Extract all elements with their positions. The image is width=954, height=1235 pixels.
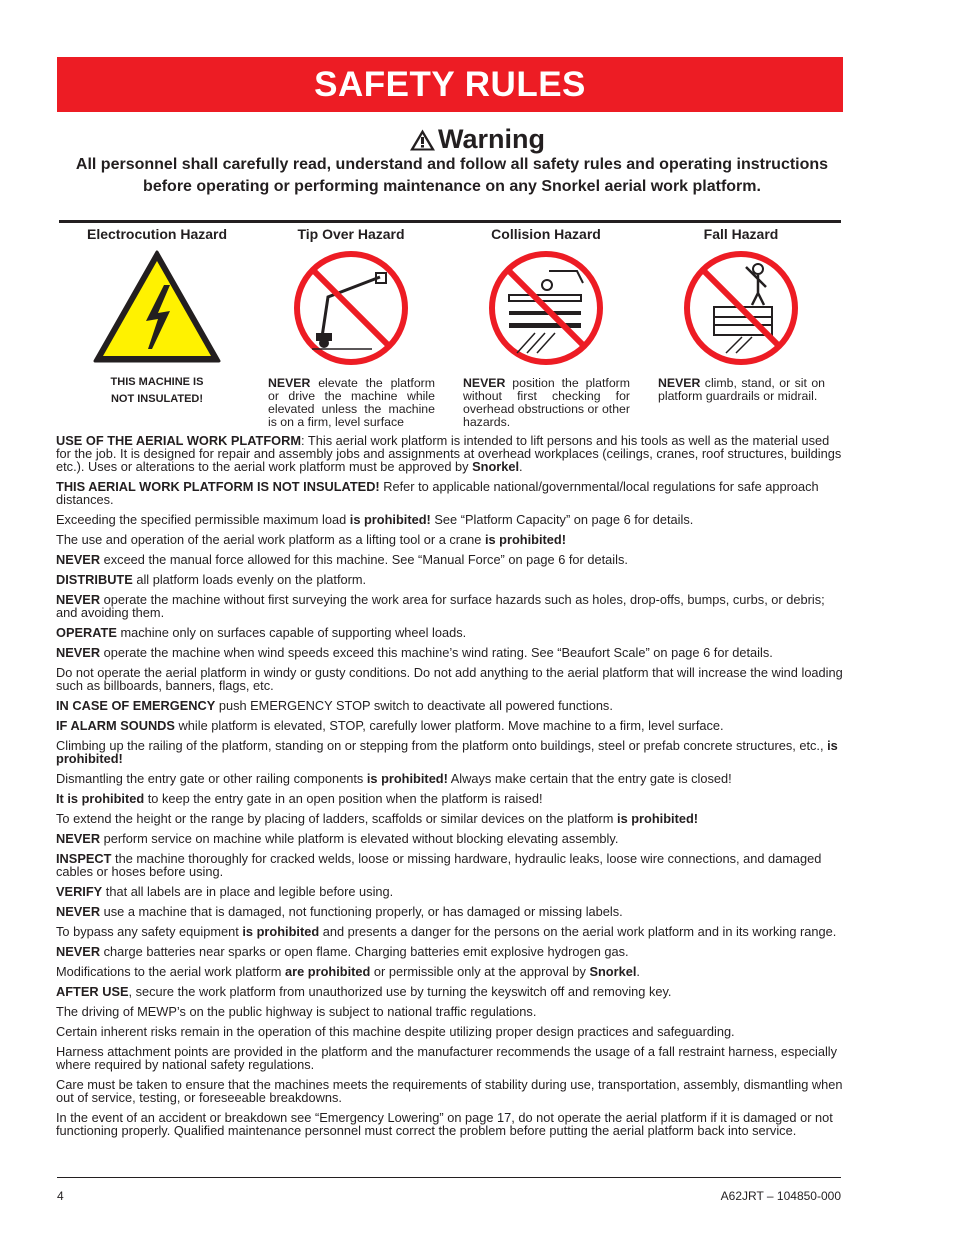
warning-triangle-icon [409,128,436,152]
rule-emphasis: Snorkel [472,459,520,474]
rule-emphasis: NEVER [56,552,101,567]
rule-text: Care must be taken to ensure that the machines meets the requirements of stability during use, transportation, assembly, dismantling when out of service, testing, or foreseeable breakdowns. [56,1077,843,1105]
safety-rules-list [56,434,846,1144]
rule-emphasis: AFTER USE [56,984,129,999]
safety-rule [56,434,846,473]
safety-rule [56,480,846,506]
rule-text: To extend the height or the range by placing of ladders, scaffolds or similar devices on the platform [56,811,618,826]
warning-intro: All personnel shall carefully read, understand and follow all safety rules and operating instructions before operating or performing maintenance on any Snorkel aerial work platform. [75,156,829,195]
rule-text: Do not operate the aerial platform in windy or gusty conditions. Do not add anything to the aerial platform that will increase the wind loading such as billboards, banners, flags, etc. [56,665,843,693]
rule-text: The use and operation of the aerial work platform as a lifting tool or a crane [56,532,485,547]
rule-text: to keep the entry gate in an open position when the platform is raised! [144,791,543,806]
hazard-title: Fall Hazard [703,226,779,242]
electrocution-icon [92,249,222,365]
hazard-title: Tip Over Hazard [297,226,405,242]
hazard-text: climb, stand, or sit on platform guardrails or midrail. [658,376,825,403]
rule-emphasis: is prohibited [242,924,320,939]
safety-rule [56,719,846,732]
rule-text: and presents a danger for the persons on the aerial work platform and in its working range. [319,924,837,939]
rule-emphasis: THIS AERIAL WORK PLATFORM IS NOT INSULATED! [56,479,380,494]
safety-rule [56,885,846,898]
rule-emphasis: INSPECT [56,851,112,866]
rule-emphasis: OPERATE [56,625,117,640]
safety-rule [56,1025,846,1038]
rule-emphasis: NEVER [56,645,101,660]
rule-text: Exceeding the specified permissible maximum load [56,512,350,527]
rule-emphasis: is prohibited! [349,512,431,527]
rule-text: or permissible only at the approval by [370,964,590,979]
rule-text: , secure the work platform from unauthorized use by turning the keyswitch off and removing key. [128,984,672,999]
never-lead: NEVER [463,376,506,390]
rule-emphasis: NEVER [56,904,101,919]
safety-rule [56,772,846,785]
hazard-fall [646,226,836,403]
title-banner [57,57,843,112]
hazard-title: Electrocution Hazard [86,226,228,242]
rule-text: all platform loads evenly on the platform. [132,572,367,587]
hazard-tip-over [256,226,446,429]
page-number: 4 [57,1189,64,1203]
divider-top [59,220,841,223]
rule-emphasis: IN CASE OF EMERGENCY [56,698,216,713]
safety-rule [56,573,846,586]
rule-text: push EMERGENCY STOP switch to deactivate all powered functions. [215,698,613,713]
safety-rule [56,739,846,765]
hazard-text: elevate the platform or drive the machine while elevated unless the machine is on a firm, level surface [268,376,435,429]
rule-text: operate the machine without first surveying the work area for surface hazards such as holes, drop-offs, bumps, curbs, or debris; and avoiding them. [56,592,825,620]
rule-emphasis: NEVER [56,831,101,846]
hazard-collision [451,226,641,429]
rule-text: Refer to applicable national/governmental/local regulations for safe approach distances. [56,479,819,507]
document-id: A62JRT – 104850-000 [720,1189,841,1203]
safety-rule [56,812,846,825]
safety-rule [56,852,846,878]
safety-rule [56,1078,846,1104]
safety-rule [56,646,846,659]
rule-text: : This aerial work platform is intended to lift persons and his tools as well as the material used for the job. It is designed for repair and assembly jobs and assignments at overhead workplaces (ceilings, cranes, roof structures, buildings etc.). Uses or alterations to the aerial work platform must be approved by [56,433,842,474]
rule-text: The driving of MEWP’s on the public highway is subject to national traffic regulations. [56,1004,537,1019]
rule-text: To bypass any safety equipment [56,924,243,939]
note-line-1: THIS MACHINE IS [110,376,204,388]
rule-emphasis: NEVER [56,944,101,959]
rule-text: while platform is elevated, STOP, carefully lower platform. Move machine to a firm, level surface. [174,718,724,733]
hazard-title: Collision Hazard [491,226,601,242]
safety-rule [56,1111,846,1137]
collision-icon [487,249,605,367]
tip-over-text [268,377,435,429]
rule-text: Climbing up the railing of the platform, standing on or stepping from the platform onto buildings, steel or prefab concrete structures, etc., [56,738,828,753]
rule-text: use a machine that is damaged, not functioning properly, or has damaged or missing labels. [100,904,623,919]
rule-text: . [636,964,640,979]
rule-text: exceed the manual force allowed for this machine. See “Manual Force” on page 6 for details. [100,552,628,567]
rule-text: In the event of an accident or breakdown see “Emergency Lowering” on page 17, do not operate the aerial platform if it is damaged or not functioning properly. Qualified maintenance personnel must correct the problem before putting the aerial platform back into service. [56,1110,833,1138]
rule-text: perform service on machine while platform is elevated without blocking elevating assembly. [100,831,619,846]
safety-rule [56,1045,846,1071]
rule-emphasis: NEVER [56,592,101,607]
safety-rule [56,513,846,526]
collision-text [463,377,630,429]
safety-rule [56,965,846,978]
rule-emphasis: is prohibited! [56,738,838,766]
never-lead: NEVER [268,376,311,390]
rule-text: Modifications to the aerial work platform [56,964,286,979]
safety-rule [56,533,846,546]
safety-rule [56,666,846,692]
rule-text: charge batteries near sparks or open flame. Charging batteries emit explosive hydrogen gas. [100,944,629,959]
safety-rule [56,925,846,938]
hazard-text: position the platform without first checking for overhead obstructions or other hazards. [463,376,630,429]
hazard-electrocution [62,226,252,405]
never-lead: NEVER [658,376,701,390]
fall-text [658,377,825,403]
safety-rule [56,945,846,958]
safety-rule [56,699,846,712]
tip-over-icon [292,249,410,367]
safety-rule [56,905,846,918]
rule-emphasis: is prohibited! [484,532,566,547]
rule-emphasis: VERIFY [56,884,103,899]
not-insulated-note [62,374,252,408]
rule-emphasis: is prohibited! [366,771,448,786]
rule-emphasis: is prohibited! [617,811,699,826]
safety-rule [56,593,846,619]
fall-icon [682,249,800,367]
rule-emphasis: IF ALARM SOUNDS [56,718,175,733]
rule-text: that all labels are in place and legible before using. [102,884,394,899]
warning-heading [0,124,954,155]
rule-emphasis: DISTRIBUTE [56,572,133,587]
rule-text: Certain inherent risks remain in the operation of this machine despite utilizing proper design practices and safeguarding. [56,1024,735,1039]
rule-text: Harness attachment points are provided in the platform and the manufacturer recommends the usage of a fall restraint harness, especially where required by national safety regulations. [56,1044,838,1072]
rule-text: Dismantling the entry gate or other railing components [56,771,367,786]
safety-rule [56,626,846,639]
rule-text: . [519,459,523,474]
rule-text: machine only on surfaces capable of supporting wheel loads. [116,625,467,640]
safety-rule [56,832,846,845]
rule-emphasis: Snorkel [589,964,637,979]
warning-title: Warning [438,124,545,154]
safety-rule [56,985,846,998]
note-line-2: NOT INSULATED! [110,393,204,405]
divider-bottom [57,1177,841,1178]
rule-text: the machine thoroughly for cracked welds, loose or missing hardware, hydraulic leaks, loose wire connections, and damaged cables or hoses before using. [56,851,822,879]
rule-emphasis: It is prohibited [56,791,145,806]
safety-rule [56,792,846,805]
safety-rule [56,1005,846,1018]
rule-text: Always make certain that the entry gate is closed! [447,771,732,786]
rule-text: operate the machine when wind speeds exceed this machine’s wind rating. See “Beaufort Scale” on page 6 for details. [100,645,773,660]
rule-emphasis: USE OF THE AERIAL WORK PLATFORM [56,433,302,448]
page-title: SAFETY RULES [314,64,586,104]
rule-emphasis: are prohibited [285,964,371,979]
rule-text: See “Platform Capacity” on page 6 for details. [430,512,694,527]
safety-rule [56,553,846,566]
